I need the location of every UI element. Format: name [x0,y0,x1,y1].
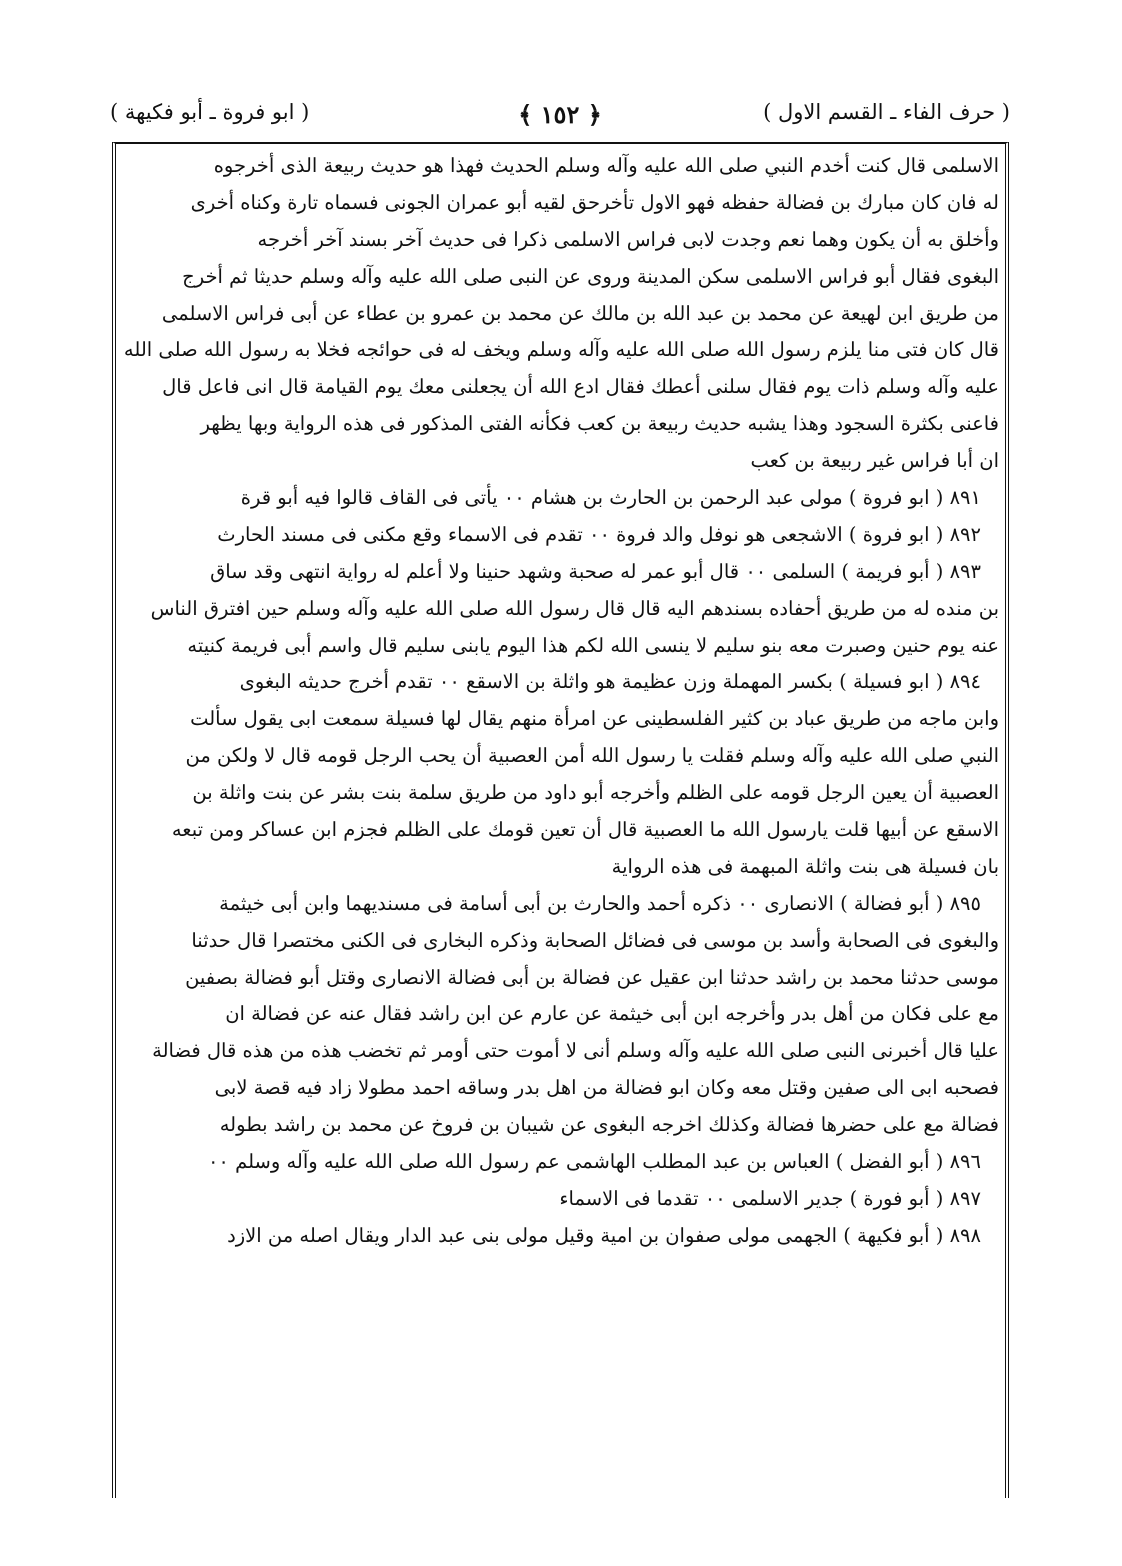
text-line: فصحبه ابى الى صفين وقتل معه وكان ابو فضالة من اهل بدر وساقه احمد مطولا زاد فيه قصة لابى [214,1076,999,1100]
text-line: بن منده له من طريق أحفاده بسندهم اليه قال قال رسول الله صلى الله عليه وآله وسلم حين افترق الناس [150,596,999,620]
text-line: العصبية أن يعين الرجل قومه على الظلم وأخرجه أبو داود من طريق سلمة بنت بشر عن بنت واثلة بن [192,781,999,805]
entry-line-896: ٨٩٦ ( أبو الفضل ) العباس بن عبد المطلب الهاشمى عم رسول الله صلى الله عليه وآله وسلم ٠٠ [207,1150,981,1174]
running-title-right: ( حرف الفاء ـ القسم الاول ) [763,100,1010,124]
text-line: فاعنى بكثرة السجود وهذا يشبه حديث ربيعة بن كعب فكأنه الفتى المذكور فى هذه الرواية وبها يظهر [200,412,999,436]
entry-line-897: ٨٩٧ ( أبو فورة ) جدير الاسلمى ٠٠ تقدما فى الاسماء [559,1186,981,1210]
entry-line-892: ٨٩٢ ( ابو فروة ) الاشجعى هو نوفل والد فروة ٠٠ تقدم فى الاسماء وقع مكنى فى مسند الحارث [217,522,981,546]
page-number: ﴿ ١٥٢ ﴾ [518,100,602,129]
entry-line-898: ٨٩٨ ( أبو فكيهة ) الجهمى مولى صفوان بن امية وقيل مولى بنى عبد الدار ويقال اصله من الازد [227,1223,981,1247]
text-line: فضالة مع على حضرها فضالة وكذلك اخرجه البغوى عن شيبان بن فروخ عن محمد بن راشد بطوله [219,1113,999,1137]
entry-line-891: ٨٩١ ( ابو فروة ) مولى عبد الرحمن بن الحارث بن هشام ٠٠ يأتى فى القاف قالوا فيه أبو قرة [240,486,981,510]
text-line: مع على فكان من أهل بدر وأخرجه ابن أبى خيثمة عن عارم عن ابن راشد فقال عنه عن فضالة ان [225,1002,999,1026]
entry-line-893: ٨٩٣ ( أبو فريمة ) السلمى ٠٠ قال أبو عمر له صحبة وشهد حنينا ولا أعلم له رواية انتهى وقد ساق [210,559,981,583]
entry-line-895: ٨٩٥ ( أبو فضالة ) الانصارى ٠٠ ذكره أحمد والحارث بن أبى أسامة فى مسنديهما وابن أبى خيثمة [219,891,981,915]
page-header [110,100,1010,140]
text-line: بان فسيلة هى بنت واثلة المبهمة فى هذه الرواية [611,854,999,878]
running-title-left: ( ابو فروة ـ أبو فكيهة ) [110,100,310,124]
text-line: الاسقع عن أبيها قلت يارسول الله ما العصبية قال أن تعين قومك على الظلم فجزم ابن عساكر ومن تبعه [171,818,999,842]
text-line: الاسلمى قال كنت أخدم النبي صلى الله عليه وآله وسلم الحديث فهذا هو حديث ربيعة الذى أخرجوه [213,154,999,177]
text-line: ان أبا فراس غير ربيعة بن كعب [750,449,999,473]
text-line: عليه وآله وسلم ذات يوم فقال سلنى أعطك فقال ادع الله أن يجعلنى معك يوم القيامة قال انى فاعل قال [162,375,999,399]
text-line: عنه يوم حنين وصبرت معه بنو سليم لا ينسى الله لكم هذا اليوم يابنى سليم قال واسم أبى فريمة كنيته [187,633,999,657]
text-line: والبغوى فى الصحابة وأسد بن موسى فى فضائل الصحابة وذكره البخارى فى الكنى مختصرا قال حدثنا [191,928,999,952]
text-line: من طريق ابن لهيعة عن محمد بن عبد الله بن مالك عن محمد بن عمرو بن عطاء عن أبى فراس الاسلمى [161,301,999,325]
text-line: موسى حدثنا محمد بن راشد حدثنا ابن عقيل عن فضالة بن أبى فضالة الانصارى وقتل أبو فضالة بصفين [185,965,999,989]
entry-line-894: ٨٩٤ ( ابو فسيلة ) بكسر المهملة وزن عظيمة هو واثلة بن الاسقع ٠٠ تقدم أخرج حديثه البغوى [239,670,981,694]
text-line: عليا قال أخبرنى النبى صلى الله عليه وآله وسلم أنى لا أموت حتى أومر ثم تخضب هذه من هذه قال فضالة [152,1039,999,1063]
body-text [122,148,999,1255]
text-line: وابن ماجه من طريق عباد بن كثير الفلسطينى عن امرأة منهم يقال لها فسيلة سمعت ابى يقول سألت [190,707,999,731]
text-line: وأخلق به أن يكون وهما نعم وجدت لابى فراس الاسلمى ذكرا فى حديث آخر بسند آخر أخرجه [257,227,999,251]
text-line: البغوى فقال أبو فراس الاسلمى سكن المدينة وروى عن النبى صلى الله عليه وآله وسلم حديثا ثم أخرج [182,264,999,288]
text-line: قال كان فتى منا يلزم رسول الله صلى الله عليه وآله وسلم ويخف له فى حوائجه فخلا به رسول الله صلى الله [123,338,999,362]
text-line: النبي صلى الله عليه وآله وسلم فقلت يا رسول الله أمن العصبية أن يحب الرجل قومه قال لا ولكن من [185,744,999,768]
text-line: له فان كان مبارك بن فضالة حفظه فهو الاول تأخرحق لقيه أبو عمران الجونى فسماه تارة وكناه أخرى [190,190,999,214]
